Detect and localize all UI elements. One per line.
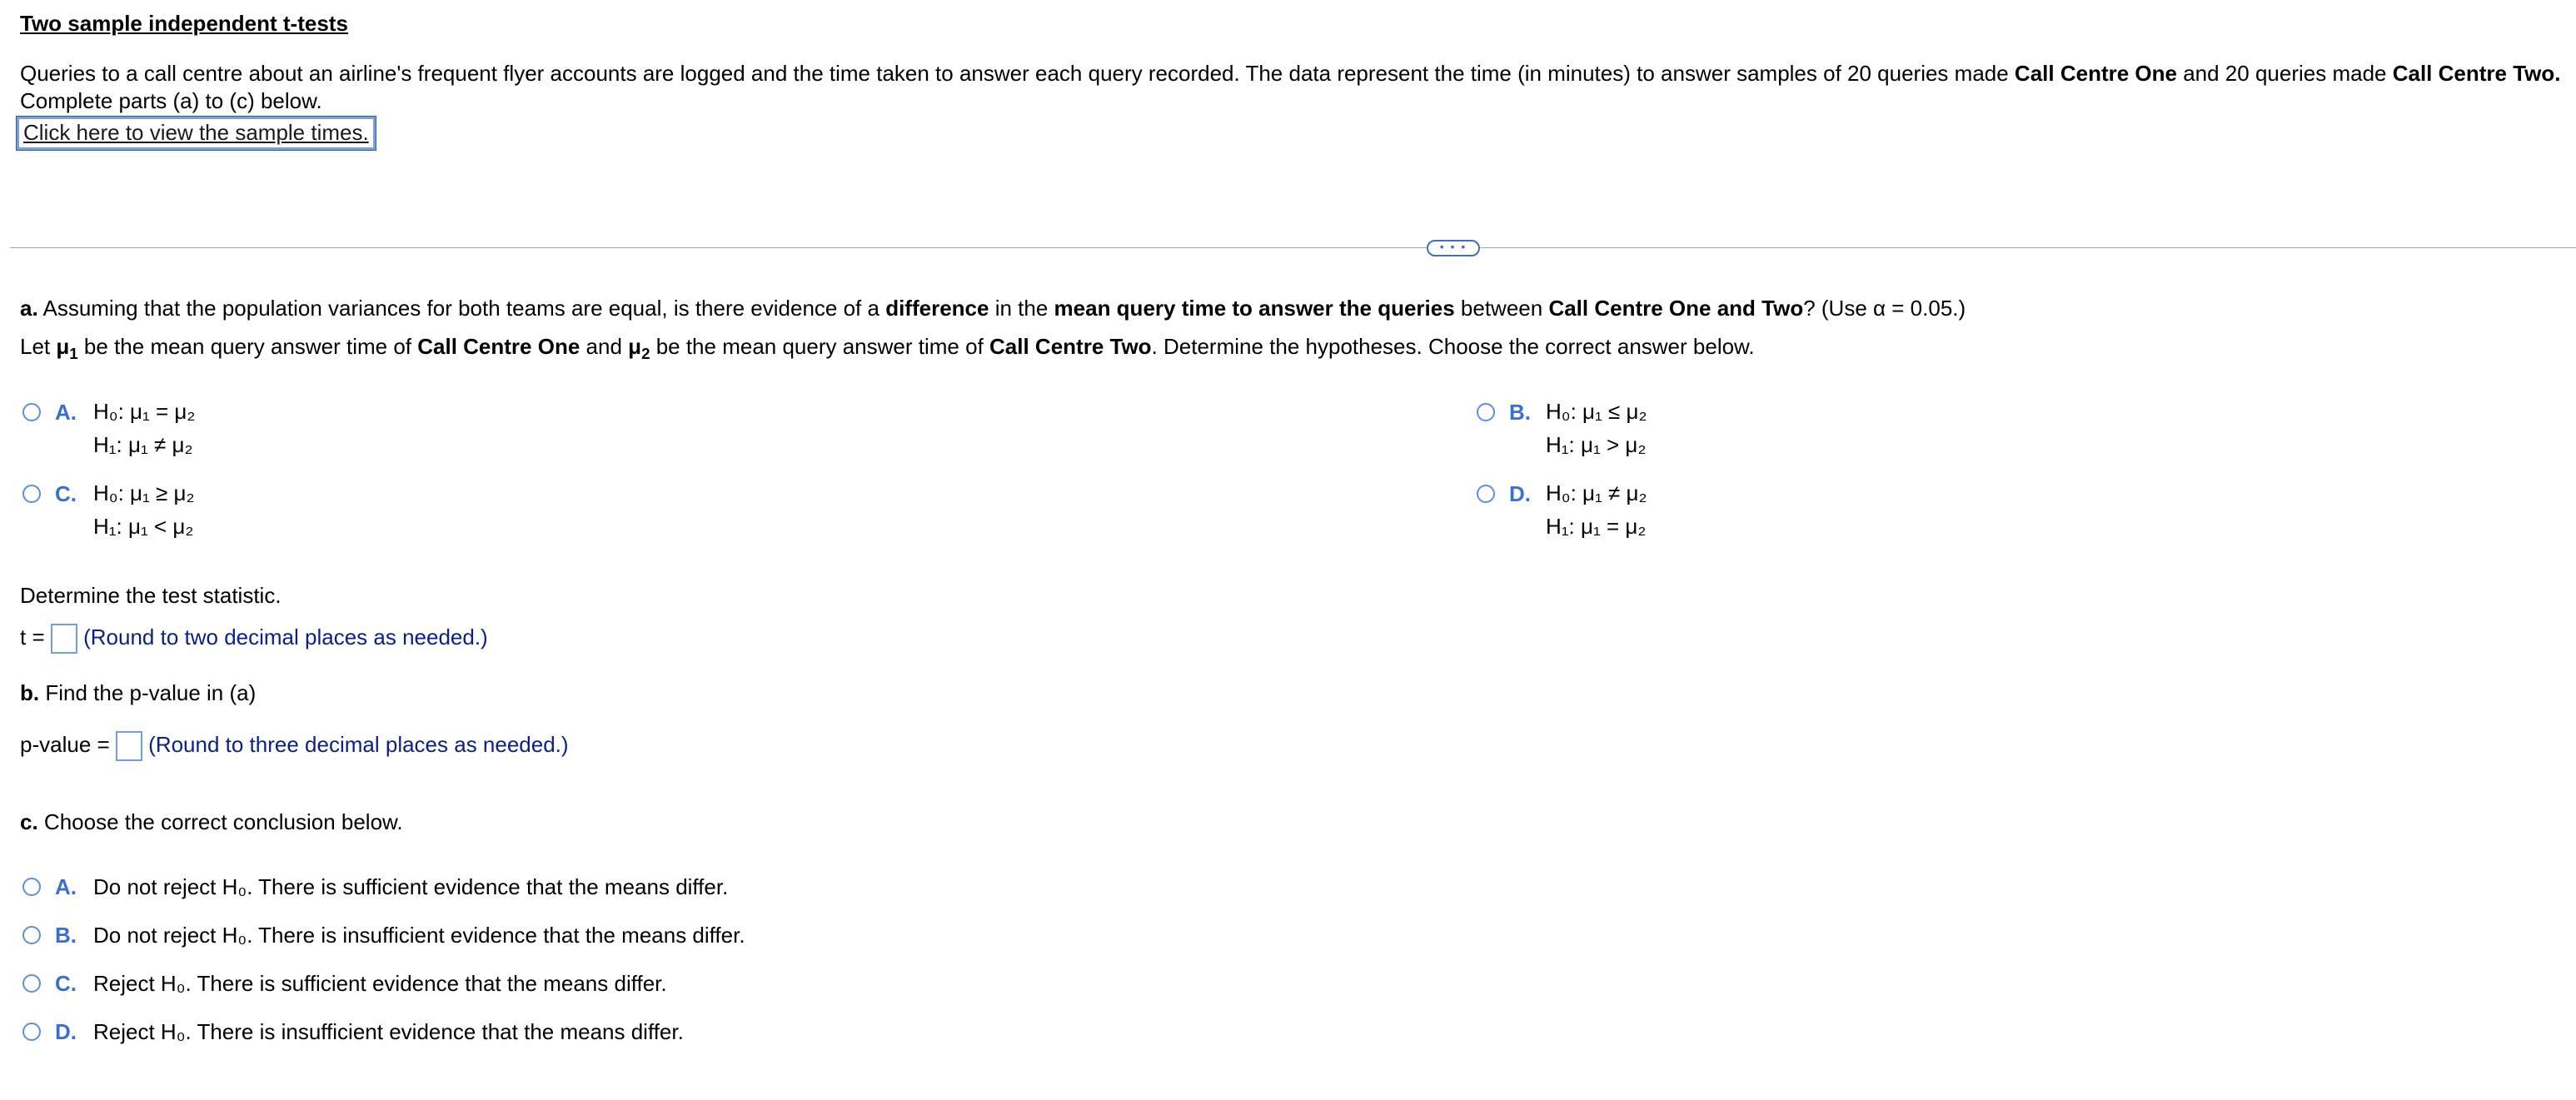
hypothesis-option-b-text: H₀: μ₁ ≤ μ₂ H₁: μ₁ > μ₂ — [1546, 399, 1647, 457]
conclusion-option-a[interactable] — [22, 876, 41, 902]
option-letter: A. — [55, 874, 77, 899]
radio-button[interactable] — [22, 1023, 41, 1041]
conclusion-option-c-text: Reject H₀. There is sufficient evidence that the means differ. — [93, 971, 667, 996]
option-letter: D. — [55, 1019, 77, 1044]
test-statistic-prompt: Determine the test statistic. — [20, 583, 282, 608]
part-b-question: b. Find the p-value in (a) — [20, 680, 257, 705]
hypothesis-option-d-text: H₀: μ₁ ≠ μ₂ H₁: μ₁ = μ₂ — [1546, 480, 1647, 539]
hypothesis-option-a[interactable] — [22, 401, 41, 427]
option-letter: B. — [55, 923, 77, 948]
radio-button[interactable] — [22, 974, 41, 993]
hypothesis-option-d[interactable] — [1477, 483, 1495, 509]
radio-button[interactable] — [22, 926, 41, 944]
page-title: Two sample independent t-tests — [20, 11, 348, 36]
part-c-question: c. Choose the correct conclusion below. — [20, 809, 403, 834]
radio-button[interactable] — [22, 403, 41, 421]
intro-line-2: Complete parts (a) to (c) below. — [20, 88, 322, 113]
option-letter: B. — [1509, 400, 1531, 425]
hypothesis-option-c[interactable] — [22, 483, 41, 509]
p-value-label: p-value = — [20, 731, 110, 757]
part-a-question: a. Assuming that the population variances for both teams are equal, is there evidence of a difference in the mean query time to answer the queries between Call Centre One and Two? (Use α = 0.05.) — [20, 296, 1966, 321]
radio-button[interactable] — [22, 485, 41, 503]
section-divider — [10, 247, 2576, 248]
hypotheses-prompt: Let $\mu_1$ be the mean query answer time of Call Centre One and $\mu_2$ be the mean query answer time of Call Centre Two. Determine the hypotheses. Choose the correct answer below. — [20, 334, 1755, 362]
radio-button[interactable] — [22, 878, 41, 896]
conclusion-option-b[interactable] — [22, 924, 41, 950]
conclusion-option-c[interactable] — [22, 973, 41, 998]
hypothesis-option-b[interactable] — [1477, 401, 1495, 427]
p-value-rounding-hint: (Round to three decimal places as needed.) — [148, 731, 569, 757]
option-letter: D. — [1509, 481, 1531, 506]
problem-intro — [20, 60, 2561, 115]
conclusion-option-d[interactable] — [22, 1021, 41, 1047]
conclusion-option-d-text: Reject H₀. There is insufficient evidence that the means differ. — [93, 1019, 684, 1044]
t-label: t = — [20, 624, 45, 650]
radio-button[interactable] — [1477, 403, 1495, 421]
t-statistic-input[interactable] — [51, 624, 77, 654]
radio-button[interactable] — [1477, 485, 1495, 503]
t-statistic-row — [20, 624, 488, 654]
view-sample-times-link[interactable]: Click here to view the sample times. — [17, 117, 376, 150]
conclusion-option-b-text: Do not reject H₀. There is insufficient evidence that the means differ. — [93, 923, 745, 948]
expand-more-button[interactable]: • • • — [1427, 240, 1480, 256]
conclusion-option-a-text: Do not reject H₀. There is sufficient evidence that the means differ. — [93, 874, 729, 899]
intro-line-1: Queries to a call centre about an airline's frequent flyer accounts are logged and the time taken to answer each query recorded. The data represent the time (in minutes) to answer samples of 20 queries made Call Centre One and 20 queries made Call Centre Two. — [20, 61, 2561, 86]
p-value-input[interactable] — [116, 731, 142, 761]
option-letter: C. — [55, 971, 77, 996]
t-rounding-hint: (Round to two decimal places as needed.) — [83, 624, 488, 650]
p-value-row — [20, 731, 569, 761]
option-letter: A. — [55, 400, 77, 425]
option-letter: C. — [55, 481, 77, 506]
hypothesis-option-c-text: H₀: μ₁ ≥ μ₂ H₁: μ₁ < μ₂ — [93, 480, 195, 539]
hypothesis-option-a-text: H₀: μ₁ = μ₂ H₁: μ₁ ≠ μ₂ — [93, 399, 196, 457]
